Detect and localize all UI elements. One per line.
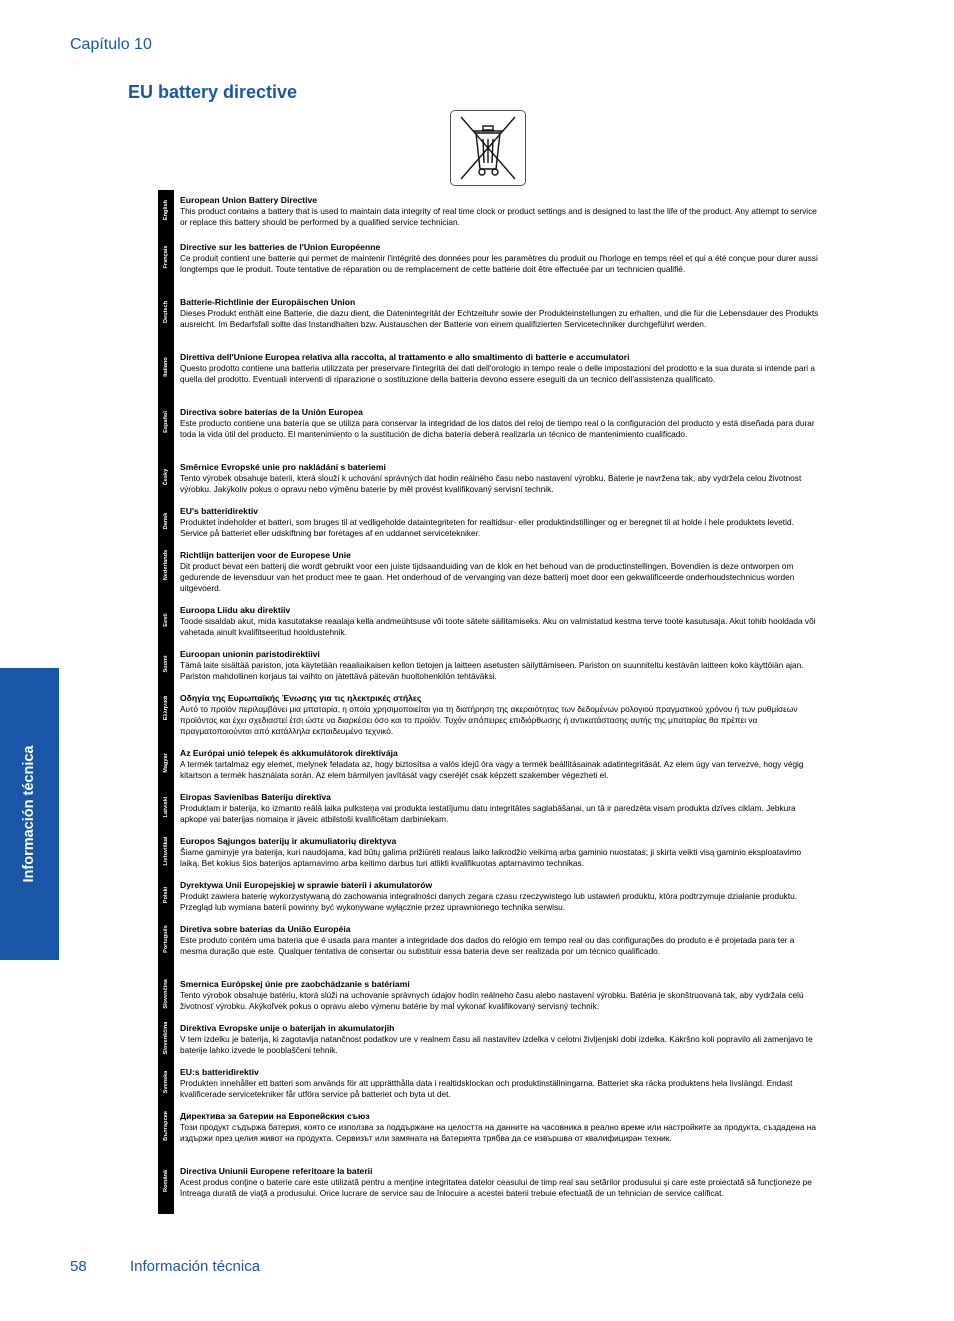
directive-section bbox=[180, 919, 820, 957]
section-body: Tento výrobek obsahuje baterii, která slouží k uchování správných dat hodin reálného času nebo nastavení výrobku. Baterie je navržena tak, aby vydržela celou životnost výrobku. Jakýkoliv pokus o opravu nebo výměnu baterie by měl provést kvalifikovaný servisní technik. bbox=[180, 473, 802, 494]
language-label: English bbox=[163, 199, 169, 221]
language-label: Français bbox=[163, 245, 169, 269]
language-label: Suomi bbox=[163, 655, 169, 673]
section-body: Questo prodotto contiene una batteria utilizzata per preservare l'integrità dei dati dell'orologio in tempo reale o delle impostazioni del prodotto e la sua durata si intende pari a quella del prodotto. Eventuali interventi di riparazione o sostituzione della batteria devono essere eseguiti da un tecnico dell'assistenza qualificato. bbox=[180, 363, 816, 384]
section-body: Produktam ir baterija, ko izmanto reālā laika pulksteņa vai produkta iestatījumu datu integritātes saglabāšanai, un tā ir paredzēta visam produkta dzīves ciklam. Jebkura apkope vai baterijas nomaiņa ir jāveic atbilstoši kvalificētam darbiniekam. bbox=[180, 803, 796, 824]
section-title: Direktiva Evropske unije o baterijah in akumulatorjih bbox=[180, 1023, 395, 1033]
section-title: Euroopa Liidu aku direktiiv bbox=[180, 605, 291, 615]
section-title: Europos Sąjungos baterijų ir akumuliatorių direktyva bbox=[180, 836, 397, 846]
section-title: Οδηγία της Ευρωπαϊκής Ένωσης για τις ηλεκτρικές στήλες bbox=[180, 693, 422, 703]
chapter-label: Capítulo 10 bbox=[70, 36, 152, 53]
directive-section bbox=[180, 237, 820, 275]
section-title: Diretiva sobre baterias da União Européia bbox=[180, 924, 351, 934]
language-label: Dansk bbox=[163, 512, 169, 530]
section-title: Richtlijn batterijen voor de Europese Unie bbox=[180, 550, 351, 560]
language-label: Ελληνικά bbox=[163, 695, 169, 721]
directive-section bbox=[180, 688, 820, 737]
directive-section bbox=[180, 347, 820, 385]
language-label: Português bbox=[163, 925, 169, 953]
weee-logo bbox=[450, 110, 526, 186]
directive-section bbox=[180, 644, 820, 682]
section-body: Šiame gaminyje yra baterija, kuri naudojama, kad būtų galima prižiūrėti realaus laiko laikrodžio veikimą arba gaminio nuostatas; ji skirta veikti visą gaminio eksploatavimo laiką. Bet kokius šios baterijos aptarnavimo arba keitimo darbus turi atlikti kvalifikuotas aptarnavimo technikas. bbox=[180, 847, 802, 868]
language-label: Latviski bbox=[163, 796, 169, 818]
section-body: Toode sisaldab akut, mida kasutatakse reaalaja kella andmeühtsuse või toote sätete säilitamiseks. Aku on valmistatud kestma terve toote kasutusaja. Akut tohib hooldada või vahetada ainult kvalifitseeritud hooldustehnik. bbox=[180, 616, 816, 637]
section-body: Αυτό το προϊόν περιλαμβάνει μια μπαταρία, η οποία χρησιμοποιείται για τη διατήρηση της ακεραιότητας των δεδομένων ρολογιού πραγματικού χρόνου ή των ρυθμίσεων προϊόντος και έχει σχεδιαστεί έτσι ώστε να διαρκέσει όσο και το προϊόν. Τυχόν απόπειρες επιδιόρθωσης ή αντικατάστασης αυτής της μπαταρίας θα πρέπει να πραγματοποιούνται από κατάλληλα εκπαιδευμένο τεχνικό. bbox=[180, 704, 798, 736]
section-title: Euroopan unionin paristodirektiivi bbox=[180, 649, 320, 659]
directive-section bbox=[180, 1018, 820, 1056]
section-body: V tem izdelku je baterija, ki zagotavlja natančnost podatkov ure v realnem času ali nastavitev izdelka v celotni življenjski dobi izdelka. Kakršno koli popravilo ali zamenjavo te baterije lahko izvede le pooblaščeni tehnik. bbox=[180, 1034, 813, 1055]
crossed-out-wheelie-bin-icon bbox=[451, 111, 525, 185]
section-body: Produkt zawiera baterię wykorzystywaną do zachowania integralności danych zegara czasu rzeczywistego lub ustawień produktu, która podtrzymuje działanie produktu. Przegląd lub wymiana baterii powinny być wykonywane wyłącznie przez uprawnionego technika serwisu. bbox=[180, 891, 798, 912]
language-label: Lietuviškai bbox=[163, 836, 169, 866]
directive-section bbox=[180, 402, 820, 440]
language-label: Български bbox=[163, 1111, 169, 1141]
section-title: Dyrektywa Unii Europejskiej w sprawie baterii i akumulatorów bbox=[180, 880, 433, 890]
directive-section bbox=[180, 875, 820, 913]
directive-section bbox=[180, 1062, 820, 1100]
directive-section bbox=[180, 743, 820, 781]
language-label: Română bbox=[163, 1169, 169, 1193]
language-label: Eesti bbox=[163, 613, 169, 627]
page-title: EU battery directive bbox=[128, 82, 298, 102]
directive-section bbox=[180, 1161, 820, 1199]
section-body: Tämä laite sisältää pariston, jota käytetään reaaliaikaisen kellon tietojen ja laitteen asetusten säilyttämiseen. Pariston on suunniteltu kestävän laitteen koko käyttöiän ajan. Pariston mahdollinen korjaus tai vaihto on jätettävä pätevän huoltohenkilön tehtäväksi. bbox=[180, 660, 804, 681]
language-label: Nederlands bbox=[163, 549, 169, 581]
section-title: EU's batteridirektiv bbox=[180, 506, 258, 516]
section-title: Directiva Uniunii Europene referitoare la baterii bbox=[180, 1166, 373, 1176]
language-label: Deutsch bbox=[163, 300, 169, 324]
section-title: EU:s batteridirektiv bbox=[180, 1067, 259, 1077]
section-title: Az Európai unió telepek és akkumulátorok direktívája bbox=[180, 748, 398, 758]
section-title: Directiva sobre baterías de la Unión Europea bbox=[180, 407, 363, 417]
section-title: Smernica Európskej únie pre zaobchádzanie s batériami bbox=[180, 979, 410, 989]
directive-section bbox=[180, 1106, 820, 1144]
language-label: Magyar bbox=[163, 753, 169, 773]
section-body: Produktet indeholder et batteri, som bruges til at vedligeholde dataintegriteten for realtidsur- eller produktindstillinger og er beregnet til at holde i hele produktets levetid. Service på batteriet eller udskiftning bør foretages af en uddannet servicetekniker. bbox=[180, 517, 794, 538]
language-label: Slovenčina bbox=[163, 979, 169, 1009]
footer-section-label: Información técnica bbox=[130, 1258, 261, 1275]
directive-section bbox=[180, 457, 820, 495]
section-body: Dieses Produkt enthält eine Batterie, die dazu dient, die Datenintegrität der Echtzeituhr sowie der Produkteinstellungen zu erhalten, und die für die Lebensdauer des Produkts ausreicht. Im Bedarfsfall sollte das Instandhalten bzw. Austauschen der Batterie von einem qualifizierten Servicetechniker durchgeführt werden. bbox=[180, 308, 819, 329]
section-title: Batterie-Richtlinie der Europäischen Union bbox=[180, 297, 356, 307]
section-body: Този продукт съдържа батерия, която се използва за поддържане на целостта на данните на часовника в реално време или настройките за продукта, създадена на издържи през целия живот на продукта. Сервизът или замяната на батерията трябва да се извършва от квалифициран техник. bbox=[180, 1122, 816, 1143]
section-title: Direttiva dell'Unione Europea relativa alla raccolta, al trattamento e allo smaltimento di batterie e accumulatori bbox=[180, 352, 630, 362]
section-title: Директива за батерии на Европейския съюз bbox=[180, 1111, 370, 1121]
section-body: Ce produit contient une batterie qui permet de maintenir l'intégrité des données pour les paramètres du produit ou l'horloge en temps réel et qui a été conçue pour durer aussi longtemps que le produit. Toute tentative de réparation ou de remplacement de cette batterie doit être effectuée par un technicien qualifié. bbox=[180, 253, 818, 274]
directive-section bbox=[180, 190, 820, 228]
directive-section bbox=[180, 831, 820, 869]
section-title: Eiropas Savienības Bateriju direktīva bbox=[180, 792, 331, 802]
section-body: Acest produs conţine o baterie care este utilizată pentru a menţine integritatea datelor ceasului de timp real sau setărilor produsului şi care este proiectată să funcţioneze pe întreaga durată de viaţă a produsului. Orice lucrare de service sau de înlocuire a acestei baterii trebuie efectuată de un tehnician de service calificat. bbox=[180, 1177, 812, 1198]
section-body: Este producto contiene una batería que se utiliza para conservar la integridad de los datos del reloj de tiempo real o la configuración del producto y está diseñada para durar toda la vida útil del producto. El mantenimiento o la sustitución de dicha batería deberá realizarla un técnico de mantenimiento cualificado. bbox=[180, 418, 815, 439]
directive-section bbox=[180, 501, 820, 539]
section-body: Dit product bevat een batterij die wordt gebruikt voor een juiste tijdsaanduiding van de klok en het behoud van de productinstellingen. Bovendien is deze ontworpen om gedurende de levensduur van het product mee te gaan. Het onderhoud of de vervanging van deze batterij moet door een gekwalificeerde onderhoudstechnicus worden uitgevoerd. bbox=[180, 561, 795, 593]
directive-section bbox=[180, 787, 820, 825]
language-label: Polski bbox=[163, 886, 169, 904]
language-label: Italiano bbox=[163, 357, 169, 377]
section-body: Tento výrobok obsahuje batériu, ktorá slúži na uchovanie správnych údajov hodín reálneho času alebo nastavení výrobku. Batéria je skonštruovaná tak, aby vydržala celú životnosť výrobku. Akýkoľvek pokus o opravu alebo výmenu batérie by mal vykonať kvalifikovaný servisný technik. bbox=[180, 990, 804, 1011]
section-title: European Union Battery Directive bbox=[180, 195, 318, 205]
section-body: Produkten innehåller ett batteri som används för att upprätthålla data i realtidsklockan och produktinställningarna. Batteriet ska räcka produktens hela livslängd. Endast kvalificerade servicetekniker får utföra service på batteriet och byta ut det. bbox=[180, 1078, 793, 1099]
directive-section bbox=[180, 545, 820, 594]
side-section-tab-label: Información técnica bbox=[21, 745, 37, 883]
directive-section bbox=[180, 600, 820, 638]
section-body: A termék tartalmaz egy elemet, melynek feladata az, hogy biztosítsa a valós idejű óra vagy a termék beállításainak adatintegritását. Az elem úgy van tervezve, hogy végig kitartson a termék használata során. Az elem bármilyen javítását vagy cseréjét csak képzett szakember végezheti el. bbox=[180, 759, 804, 780]
language-column bbox=[158, 190, 174, 1214]
language-label: Česky bbox=[163, 468, 169, 486]
page-number: 58 bbox=[70, 1258, 87, 1275]
language-label: Slovenščina bbox=[163, 1021, 169, 1055]
directive-sections bbox=[180, 190, 820, 1214]
directive-section bbox=[180, 974, 820, 1012]
directive-section bbox=[180, 292, 820, 330]
section-title: Directive sur les batteries de l'Union Européenne bbox=[180, 242, 381, 252]
section-title: Směrnice Evropské unie pro nakládání s bateriemi bbox=[180, 462, 386, 472]
section-body: This product contains a battery that is used to maintain data integrity of real time clock or product settings and is designed to last the life of the product. Any attempt to service or replace this battery should be performed by a qualified service technician. bbox=[180, 206, 817, 227]
language-label: Svenska bbox=[163, 1070, 169, 1094]
section-body: Este produto contém uma bateria que é usada para manter a integridade dos dados do relógio em tempo real ou das configurações do produto e é projetada para ter a mesma duração que este. Qualquer tentativa de consertar ou substituir essa bateria deve ser realizada por um técnico qualificado. bbox=[180, 935, 795, 956]
language-label: Español bbox=[163, 411, 169, 433]
